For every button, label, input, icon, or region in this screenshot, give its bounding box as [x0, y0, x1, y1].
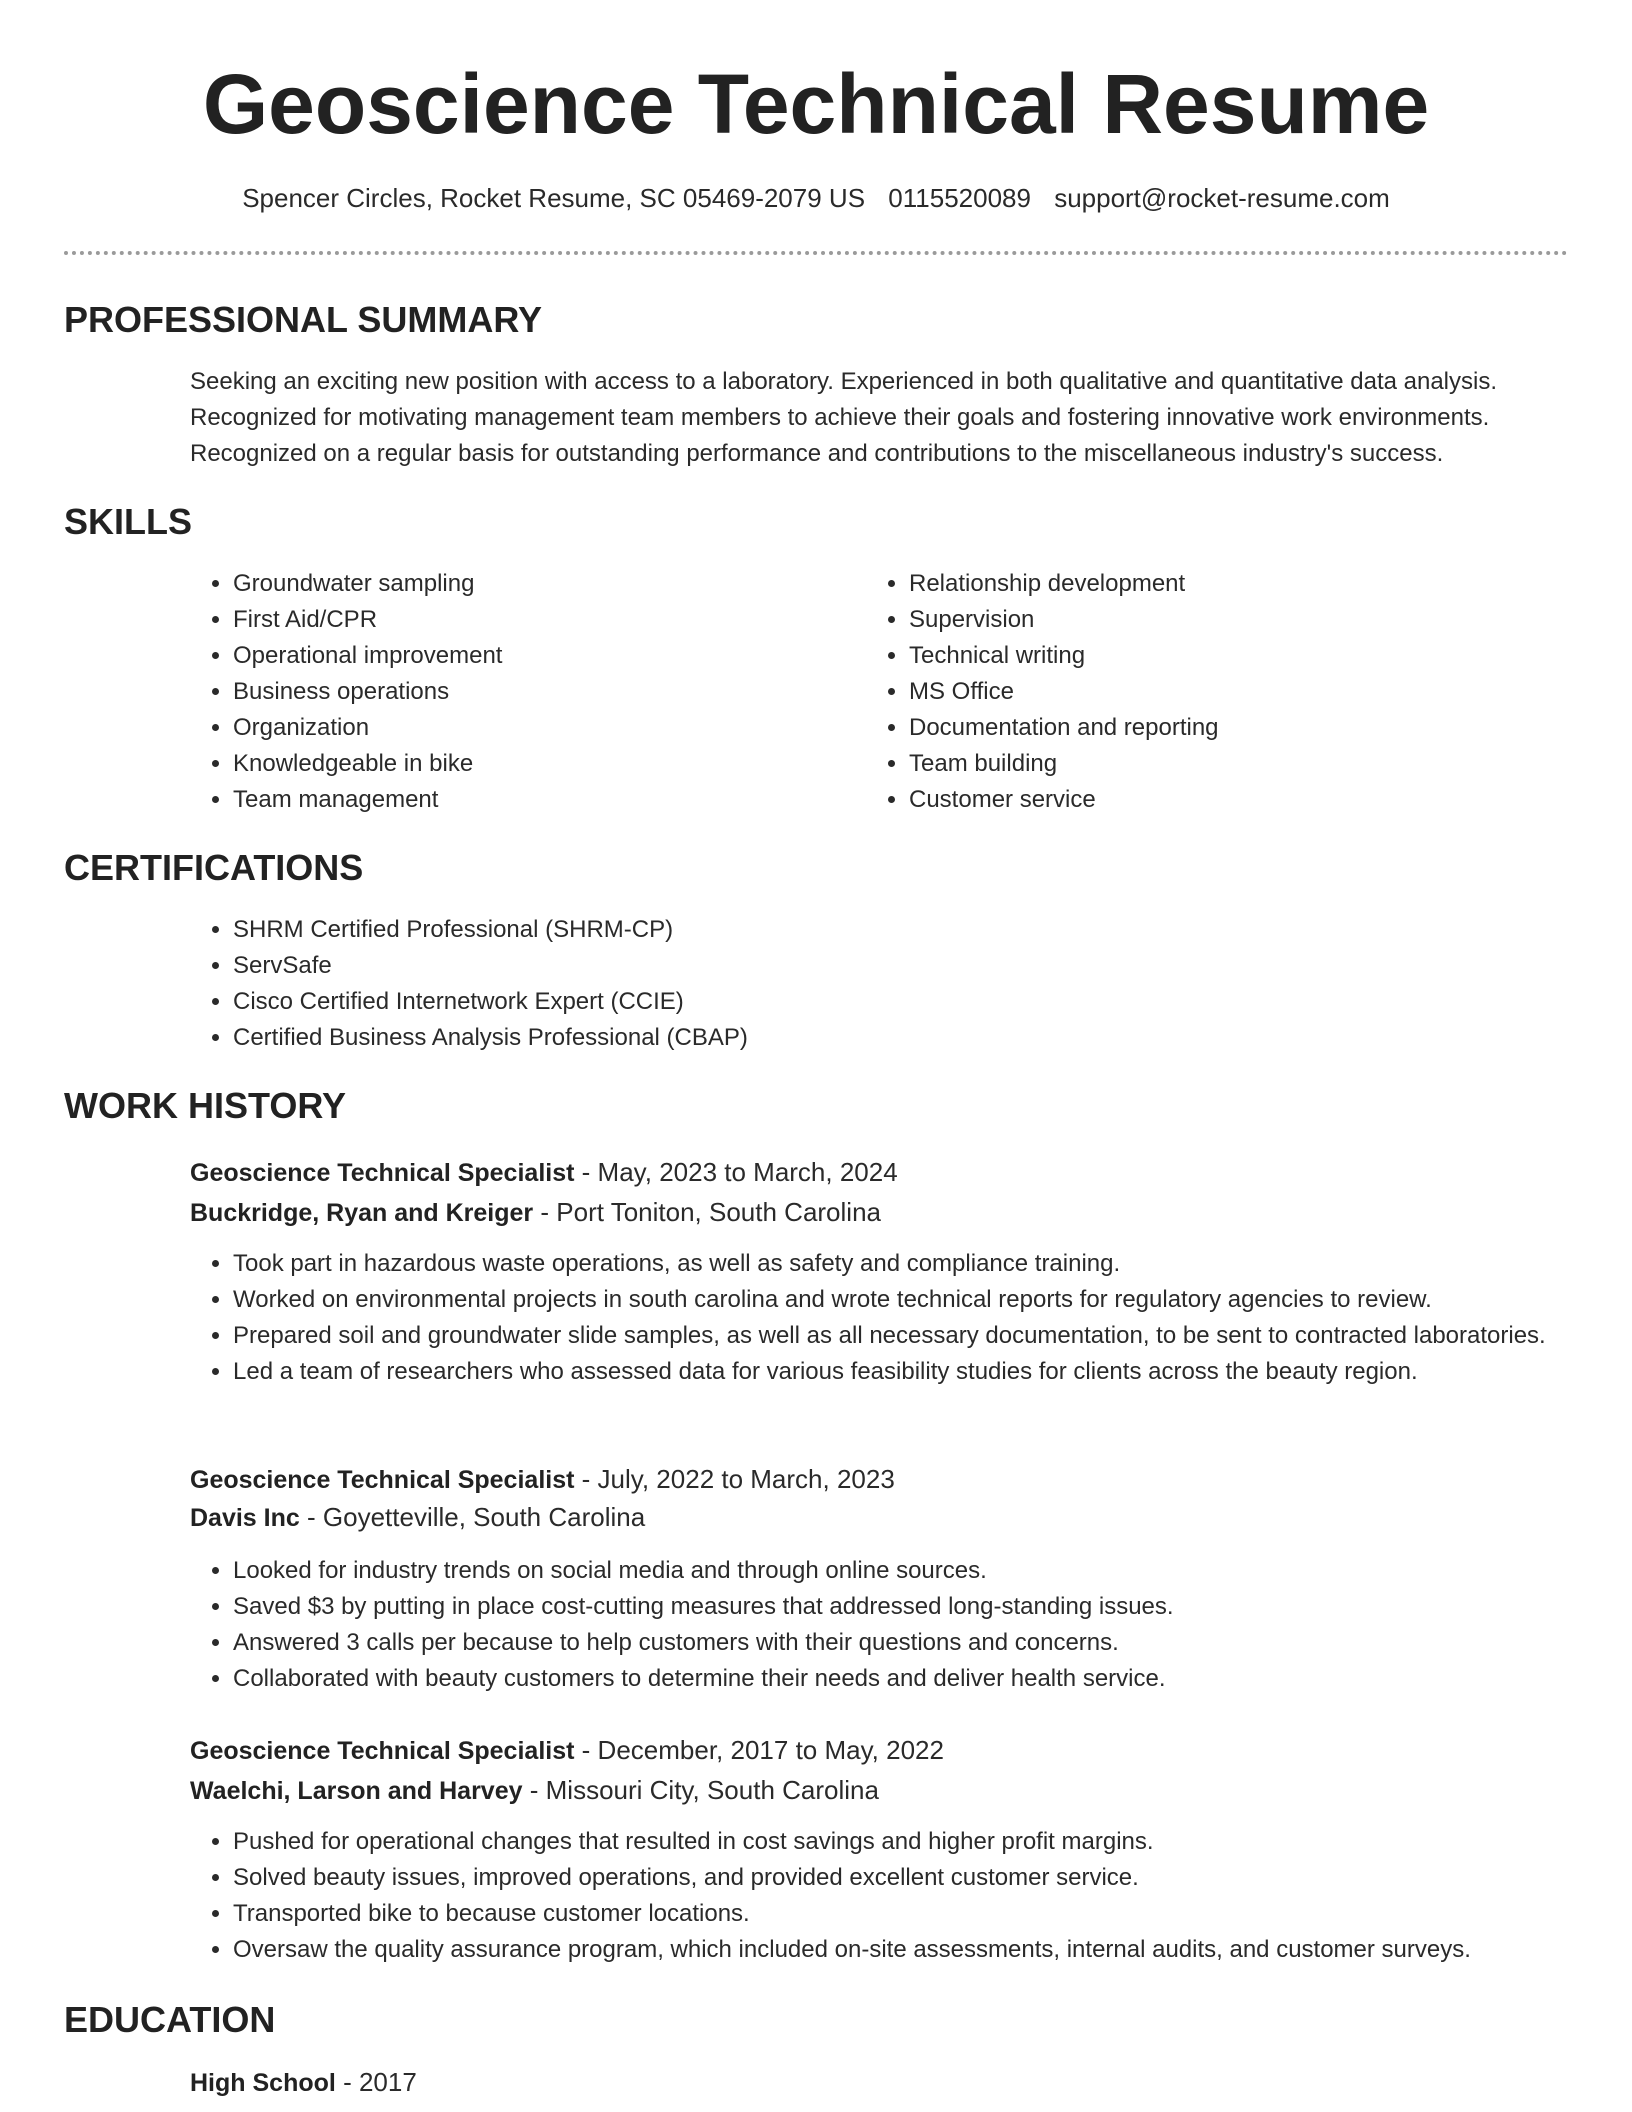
job-location: - Missouri City, South Carolina [529, 1775, 879, 1805]
contact-line [0, 178, 1632, 218]
certifications-heading: CERTIFICATIONS [64, 847, 364, 888]
skill-item: • Team management [233, 782, 853, 818]
job-location: - Goyetteville, South Carolina [307, 1502, 646, 1532]
job-title-line [190, 1459, 895, 1500]
skill-item: • First Aid/CPR [233, 602, 853, 638]
job-title: Geoscience Technical Specialist [190, 1466, 575, 1494]
skill-item: • Operational improvement [233, 638, 853, 674]
email: support@rocket-resume.com [1054, 183, 1390, 213]
job-company-line [190, 1192, 881, 1233]
skill-item: • Supervision [909, 602, 1529, 638]
skill-item: • MS Office [909, 674, 1529, 710]
summary-text [190, 364, 1590, 472]
job-bullets [190, 1246, 1593, 1390]
job-bullets [190, 1824, 1613, 1968]
job-bullet: • Worked on environmental projects in south carolina and wrote technical reports for regulatory agencies to review. [233, 1282, 1593, 1318]
skills-list-right [866, 566, 1529, 818]
job-company: Waelchi, Larson and Harvey [190, 1777, 523, 1805]
job-bullet: • Solved beauty issues, improved operations, and provided excellent customer service. [233, 1860, 1613, 1896]
job-bullet: • Oversaw the quality assurance program, which included on-site assessments, internal audits, and customer surveys. [233, 1932, 1613, 1968]
work-history-heading: WORK HISTORY [64, 1085, 347, 1126]
job-bullet: • Transported bike to because customer locations. [233, 1896, 1613, 1932]
job-title-line [190, 1152, 898, 1193]
job-dates: - May, 2023 to March, 2024 [581, 1157, 898, 1187]
skill-item: • Groundwater sampling [233, 566, 853, 602]
skill-item: • Relationship development [909, 566, 1529, 602]
job-bullet: • Answered 3 calls per because to help customers with their questions and concerns. [233, 1625, 1593, 1661]
certifications-list [190, 912, 1533, 1056]
job-bullet: • Saved $3 by putting in place cost-cutting measures that addressed long-standing issues. [233, 1589, 1593, 1625]
certification-item: • SHRM Certified Professional (SHRM-CP) [233, 912, 1533, 948]
job-company: Buckridge, Ryan and Kreiger [190, 1199, 534, 1227]
header-divider [64, 251, 1568, 255]
job-bullet: • Pushed for operational changes that resulted in cost savings and higher profit margins. [233, 1824, 1613, 1860]
skill-item: • Business operations [233, 674, 853, 710]
skill-item: • Team building [909, 746, 1529, 782]
skill-item: • Technical writing [909, 638, 1529, 674]
job-bullet: • Took part in hazardous waste operations, as well as safety and compliance training. [233, 1246, 1593, 1282]
education-school: High School [190, 2069, 336, 2097]
summary-heading: PROFESSIONAL SUMMARY [64, 299, 543, 340]
certification-item: • ServSafe [233, 948, 1533, 984]
skill-item: • Documentation and reporting [909, 710, 1529, 746]
certification-item: • Certified Business Analysis Professional (CBAP) [233, 1020, 1533, 1056]
job-dates: - July, 2022 to March, 2023 [581, 1464, 895, 1494]
summary-line: Seeking an exciting new position with access to a laboratory. Experienced in both qualitative and quantitative data analysis. [190, 368, 1498, 395]
address: Spencer Circles, Rocket Resume, SC 05469-2079 US [242, 183, 866, 213]
job-title-line [190, 1730, 944, 1771]
job-location: - Port Toniton, South Carolina [540, 1197, 881, 1227]
skill-item: • Organization [233, 710, 853, 746]
education-heading: EDUCATION [64, 1999, 276, 2040]
skills-list-left [190, 566, 853, 818]
job-bullet: • Looked for industry trends on social media and through online sources. [233, 1553, 1593, 1589]
summary-line: Recognized for motivating management team members to achieve their goals and fostering innovative work environments. [190, 404, 1490, 431]
summary-line: Recognized on a regular basis for outstanding performance and contributions to the miscellaneous industry's success. [190, 440, 1444, 467]
certification-item: • Cisco Certified Internetwork Expert (CCIE) [233, 984, 1533, 1020]
job-company: Davis Inc [190, 1504, 300, 1532]
skill-item: • Knowledgeable in bike [233, 746, 853, 782]
skills-heading: SKILLS [64, 501, 193, 542]
job-title: Geoscience Technical Specialist [190, 1737, 575, 1765]
job-bullet: • Prepared soil and groundwater slide samples, as well as all necessary documentation, to be sent to contracted laboratories. [233, 1318, 1593, 1354]
job-company-line [190, 1497, 645, 1538]
skill-item: • Customer service [909, 782, 1529, 818]
resume-title: Geoscience Technical Resume [202, 57, 1430, 151]
job-company-line [190, 1770, 879, 1811]
phone: 0115520089 [888, 183, 1031, 213]
job-bullet: • Collaborated with beauty customers to determine their needs and deliver health service. [233, 1661, 1593, 1697]
job-bullet: • Led a team of researchers who assessed data for various feasibility studies for clients across the beauty region. [233, 1354, 1593, 1390]
job-bullets [190, 1553, 1593, 1697]
job-title: Geoscience Technical Specialist [190, 1159, 575, 1187]
job-dates: - December, 2017 to May, 2022 [581, 1735, 944, 1765]
education-line [190, 2062, 417, 2103]
education-year: - 2017 [343, 2067, 417, 2097]
